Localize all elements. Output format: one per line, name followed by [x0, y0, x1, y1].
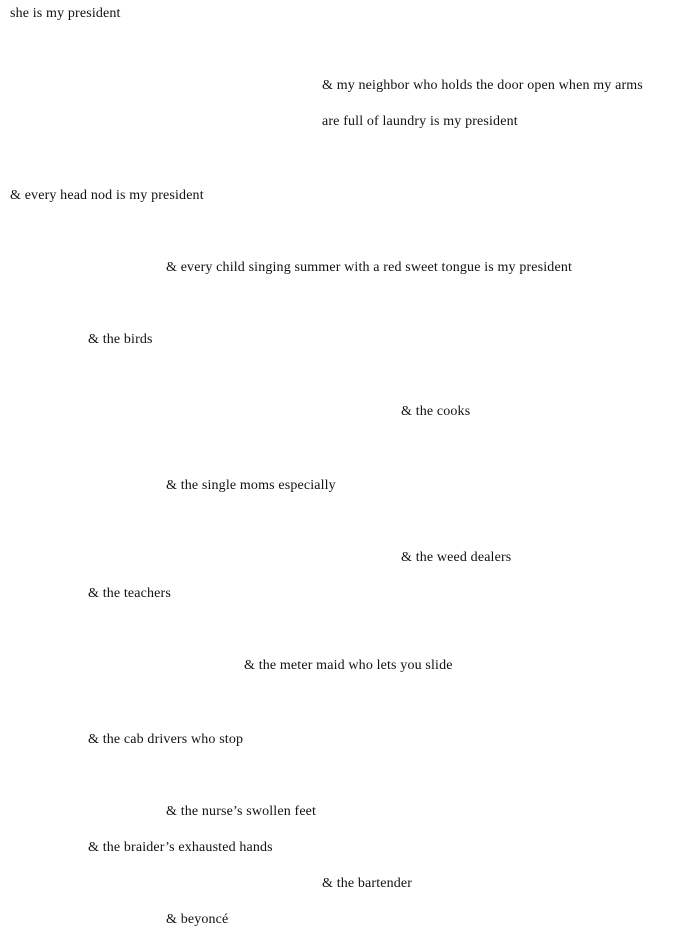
poem-line-13: & the nurse’s swollen feet	[166, 804, 317, 819]
poem-line-4: & every head nod is my president	[10, 188, 204, 203]
poem-line-1: she is my president	[10, 6, 121, 21]
poem-line-8: & the single moms especially	[166, 478, 336, 493]
poem-line-2: & my neighbor who holds the door open when my arms	[322, 78, 643, 93]
poem-line-11: & the meter maid who lets you slide	[244, 658, 453, 673]
poem-line-7: & the cooks	[401, 404, 471, 419]
poem-line-3: are full of laundry is my president	[322, 114, 518, 129]
poem-line-14: & the braider’s exhausted hands	[88, 840, 273, 855]
poem-line-15: & the bartender	[322, 876, 413, 891]
poem-line-12: & the cab drivers who stop	[88, 732, 244, 747]
poem-line-10: & the teachers	[88, 586, 171, 601]
poem-line-5: & every child singing summer with a red sweet tongue is my president	[166, 260, 573, 275]
poem-line-16: & beyoncé	[166, 912, 229, 927]
poem-line-9: & the weed dealers	[401, 550, 512, 565]
poem-line-6: & the birds	[88, 332, 153, 347]
